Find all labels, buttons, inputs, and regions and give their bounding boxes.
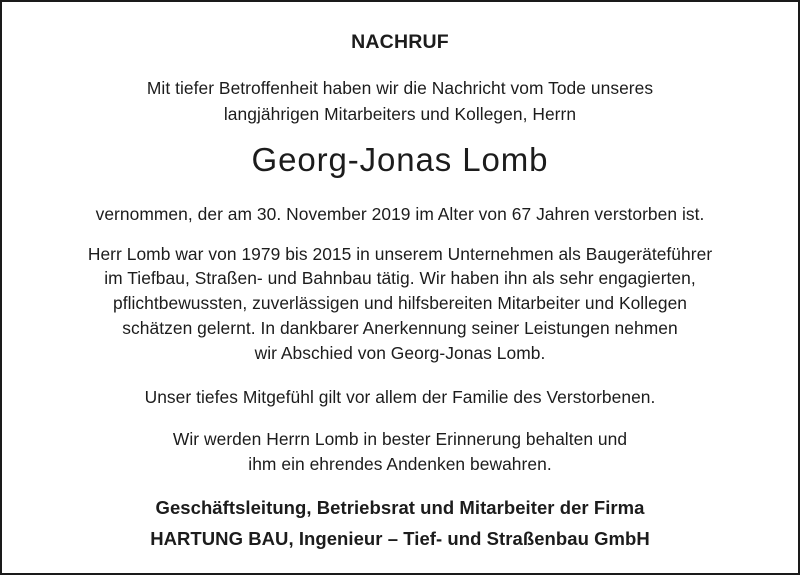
career-line: schätzen gelernt. In dankbarer Anerkennung seiner Leistungen nehmen bbox=[122, 318, 678, 338]
death-announcement: vernommen, der am 30. November 2019 im Alter von 67 Jahren verstorben ist. bbox=[95, 204, 705, 224]
intro-line: Mit tiefer Betroffenheit haben wir die Nachricht vom Tode unseres bbox=[146, 78, 654, 98]
career-line: im Tiefbau, Straßen- und Bahnbau tätig. Wir haben ihn als sehr engagierten, bbox=[104, 268, 696, 288]
deceased-name: Georg-Jonas Lomb bbox=[251, 141, 549, 178]
remembrance-line: Wir werden Herrn Lomb in bester Erinnerung behalten und bbox=[172, 429, 628, 449]
signature-line: Geschäftsleitung, Betriebsrat und Mitarbeiter der Firma bbox=[155, 497, 645, 518]
signature-company: HARTUNG BAU, Ingenieur – Tief- und Straßenbau GmbH bbox=[150, 528, 650, 549]
career-line: wir Abschied von Georg-Jonas Lomb. bbox=[254, 343, 546, 363]
intro-line: langjährigen Mitarbeiters und Kollegen, Herrn bbox=[223, 104, 577, 124]
career-line: Herr Lomb war von 1979 bis 2015 in unserem Unternehmen als Baugeräteführer bbox=[87, 244, 713, 264]
career-line: pflichtbewussten, zuverlässigen und hilfsbereiten Mitarbeiter und Kollegen bbox=[112, 293, 688, 313]
notice-heading: NACHRUF bbox=[351, 31, 449, 53]
remembrance-line: ihm ein ehrendes Andenken bewahren. bbox=[248, 454, 552, 474]
sympathy-line: Unser tiefes Mitgefühl gilt vor allem der Familie des Verstorbenen. bbox=[144, 387, 656, 407]
